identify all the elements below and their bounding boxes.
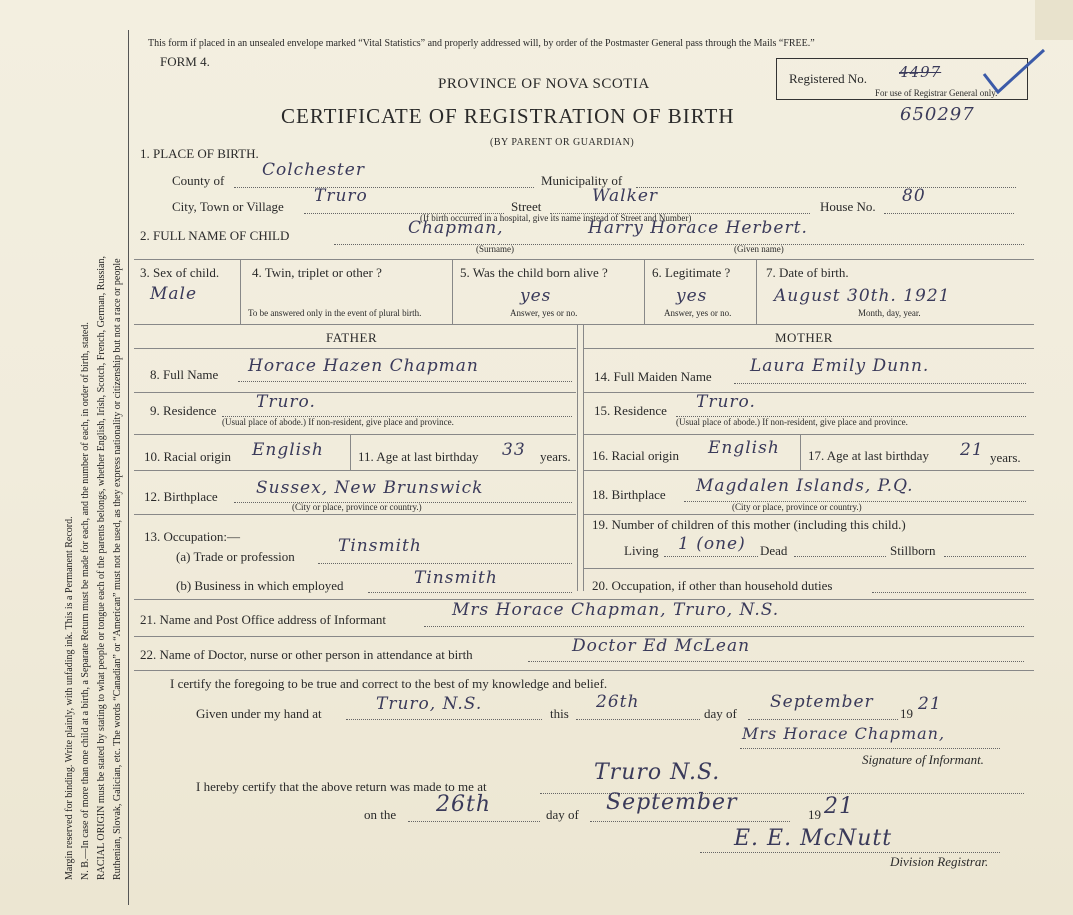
county-value: Colchester (262, 160, 365, 180)
given-name-note: (Given name) (734, 244, 784, 254)
province-heading: PROVINCE OF NOVA SCOTIA (438, 76, 650, 92)
father-residence-label: 9. Residence (150, 403, 217, 418)
registrar-day-of-label: day of (546, 807, 579, 822)
father-age-label: 11. Age at last birthday (358, 449, 479, 464)
living-label: Living (624, 543, 659, 558)
alive-label: 5. Was the child born alive ? (460, 265, 608, 280)
mother-row-sep-4 (584, 514, 1034, 515)
dob-note: Month, day, year. (858, 308, 921, 318)
registrar-day-line (408, 821, 540, 822)
registrar-year-value: 21 (824, 794, 854, 819)
house-line (884, 213, 1014, 214)
mother-race-age-divider (800, 434, 801, 470)
child-given-name: Harry Horace Herbert. (588, 218, 808, 238)
mother-race-value: English (708, 438, 780, 458)
mother-birthplace-note: (City or place, province or country.) (732, 502, 862, 512)
row3-bottom-border (134, 324, 1034, 325)
page-title: CERTIFICATE OF REGISTRATION OF BIRTH (281, 104, 735, 128)
mother-race-label: 16. Racial origin (592, 448, 680, 463)
mother-residence-note: (Usual place of abode.) If non-resident, give place and province. (676, 417, 908, 427)
doctor-bottom-border (134, 670, 1034, 671)
mother-age-years: years. (990, 450, 1021, 465)
registrar-signature-line (700, 852, 1000, 853)
parent-column-divider-a (577, 324, 578, 591)
registrar-signature-label: Division Registrar. (890, 854, 989, 869)
given-month-line (748, 719, 898, 720)
row3-divider-1 (240, 259, 241, 324)
legitimate-note: Answer, yes or no. (664, 308, 732, 318)
father-occupation-label: 13. Occupation:— (144, 529, 241, 544)
row3-divider-4 (756, 259, 757, 324)
doctor-value: Doctor Ed McLean (572, 636, 751, 656)
informant-signature-label: Signature of Informant. (862, 752, 984, 767)
mother-age-label: 17. Age at last birthday (808, 448, 929, 463)
county-label: County of (172, 173, 225, 188)
mother-residence-value: Truro. (696, 392, 756, 412)
alive-value: yes (520, 286, 552, 306)
informant-value: Mrs Horace Chapman, Truro, N.S. (452, 600, 780, 620)
mother-heading-underline (584, 348, 1034, 349)
father-residence-note: (Usual place of abode.) If non-resident, give place and province. (222, 417, 454, 427)
father-birthplace-value: Sussex, New Brunswick (256, 478, 484, 498)
father-name-label: 8. Full Name (150, 367, 219, 382)
informant-label: 21. Name and Post Office address of Informant (140, 612, 386, 627)
father-business-value: Tinsmith (414, 568, 498, 588)
mother-residence-label: 15. Residence (594, 403, 667, 418)
registered-label: Registered No. (789, 71, 867, 86)
father-row-sep-2 (134, 434, 576, 435)
father-birthplace-label: 12. Birthplace (144, 489, 218, 504)
row3-divider-2 (452, 259, 453, 324)
mother-age-value: 21 (960, 440, 984, 460)
mother-birthplace-value: Magdalen Islands, P.Q. (696, 476, 914, 496)
given-place-value: Truro, N.S. (376, 694, 483, 714)
given-month-value: September (770, 692, 874, 712)
street-value: Walker (592, 186, 659, 206)
informant-signature-line (740, 748, 1000, 749)
father-race-age-divider (350, 434, 351, 470)
registrar-month-value: September (606, 790, 738, 815)
twin-label: 4. Twin, triplet or other ? (252, 265, 382, 280)
informant-signature: Mrs Horace Chapman, (742, 724, 946, 743)
city-label: City, Town or Village (172, 199, 284, 214)
father-trade-value: Tinsmith (338, 536, 422, 556)
margin-note-racial-origin: RACIAL ORIGIN must be stated by stating to what people or tongue each of the parents belongs, whether English, Irish, Scotch, French, German, Russian, (96, 256, 107, 880)
father-race-label: 10. Racial origin (144, 449, 232, 464)
registrar-day-value: 26th (436, 792, 492, 817)
street-label: Street (511, 199, 542, 214)
stillborn-line (944, 556, 1026, 557)
registrar-on-label: on the (364, 807, 397, 822)
mother-name-value: Laura Emily Dunn. (750, 356, 930, 376)
dead-label: Dead (760, 543, 788, 558)
row3-top-border (134, 259, 1034, 260)
mother-name-label: 14. Full Maiden Name (594, 369, 712, 384)
stamp-number: 650297 (900, 104, 975, 125)
given-place-line (346, 719, 542, 720)
father-name-line (238, 381, 572, 382)
registrar-year-prefix: 19 (808, 807, 821, 822)
sex-value: Male (150, 284, 198, 304)
form-number: FORM 4. (160, 54, 210, 69)
registrar-month-line (590, 821, 790, 822)
father-business-label: (b) Business in which employed (176, 578, 344, 593)
legitimate-value: yes (676, 286, 708, 306)
mother-occupation-label: 20. Occupation, if other than household duties (592, 578, 833, 593)
mother-birthplace-label: 18. Birthplace (592, 487, 666, 502)
mother-heading: MOTHER (775, 330, 833, 345)
mother-row-sep-1 (584, 392, 1034, 393)
county-line (234, 187, 534, 188)
this-label: this (550, 706, 569, 721)
mailing-notice: This form if placed in an unsealed envelope marked “Vital Statistics” and properly addressed will, by order of the Postmaster General pass through the Mails “FREE.” (148, 38, 815, 49)
father-trade-line (318, 563, 572, 564)
hospital-note: (If birth occurred in a hospital, give its name instead of Street and Number) (420, 213, 692, 223)
mother-name-line (734, 383, 1026, 384)
house-value: 80 (902, 186, 926, 206)
mother-children-label: 19. Number of children of this mother (including this child.) (592, 517, 906, 532)
doctor-line (528, 661, 1024, 662)
given-day-line (576, 719, 700, 720)
informant-line (424, 626, 1024, 627)
legitimate-label: 6. Legitimate ? (652, 265, 731, 280)
living-value: 1 (one) (678, 534, 746, 554)
parent-column-divider-b (583, 324, 584, 591)
margin-note-multiple-births: N. B.—In case of more than one child at a birth, a Separate Return must be made for each, and the number of each, in order of birth, stated. (80, 322, 91, 880)
given-year-prefix: 19 (900, 706, 913, 721)
father-heading: FATHER (326, 330, 378, 345)
alive-note: Answer, yes or no. (510, 308, 578, 318)
mother-row-sep-2 (584, 434, 1034, 435)
city-value: Truro (314, 186, 368, 206)
child-name-line (334, 244, 1024, 245)
registrar-note: For use of Registrar General only. (875, 88, 998, 98)
father-row-sep-1 (134, 392, 576, 393)
given-year-value: 21 (918, 694, 942, 714)
mother-occupation-line (872, 592, 1026, 593)
house-label: House No. (820, 199, 876, 214)
father-heading-underline (134, 348, 576, 349)
registrar-signature: E. E. McNutt (734, 826, 893, 851)
page-corner (1035, 0, 1073, 40)
registrar-place-value: Truro N.S. (594, 760, 721, 785)
father-row-sep-3 (134, 470, 576, 471)
registered-number: 4497 (899, 63, 942, 81)
surname-note: (Surname) (476, 244, 514, 254)
sex-label: 3. Sex of child. (140, 265, 220, 280)
dob-label: 7. Date of birth. (766, 265, 849, 280)
father-trade-label: (a) Trade or profession (176, 549, 295, 564)
given-label: Given under my hand at (196, 706, 322, 721)
father-age-value: 33 (502, 440, 526, 460)
margin-border (128, 30, 129, 905)
municipality-label: Municipality of (541, 173, 623, 188)
mother-row-sep-3 (584, 470, 1034, 471)
certify-statement: I certify the foregoing to be true and correct to the best of my knowledge and belief. (170, 676, 608, 691)
margin-note-binding: Margin reserved for binding. Write plainly, with unfading ink. This is a Permanent Record. (64, 516, 75, 880)
father-birthplace-note: (City or place, province or country.) (292, 502, 422, 512)
mother-row-sep-5 (584, 568, 1034, 569)
municipality-line (636, 187, 1016, 188)
father-row-sep-4 (134, 514, 576, 515)
twin-note: To be answered only in the event of plural birth. (248, 308, 422, 318)
dead-line (794, 556, 886, 557)
registrar-statement: I hereby certify that the above return was made to me at (196, 779, 487, 794)
given-day-value: 26th (596, 692, 640, 712)
doctor-label: 22. Name of Doctor, nurse or other person in attendance at birth (140, 647, 473, 662)
father-race-value: English (252, 440, 324, 460)
stillborn-label: Stillborn (890, 543, 936, 558)
given-day-of-label: day of (704, 706, 737, 721)
child-surname: Chapman, (408, 218, 504, 238)
check-mark-icon (980, 44, 1050, 104)
father-age-years: years. (540, 449, 571, 464)
child-name-label: 2. FULL NAME OF CHILD (140, 228, 290, 243)
living-line (664, 556, 758, 557)
father-residence-value: Truro. (256, 392, 316, 412)
place-of-birth-label: 1. PLACE OF BIRTH. (140, 146, 259, 161)
page-subtitle: (BY PARENT OR GUARDIAN) (490, 137, 635, 148)
father-name-value: Horace Hazen Chapman (248, 356, 479, 376)
father-business-line (368, 592, 572, 593)
row3-divider-3 (644, 259, 645, 324)
dob-value: August 30th. 1921 (774, 286, 951, 306)
margin-note-racial-origin-cont: Ruthenian, Slovak, Galician, etc. The words “Canadian” or “American” must not be used, as they express nationality or citizenship but not a race or people (112, 258, 123, 880)
